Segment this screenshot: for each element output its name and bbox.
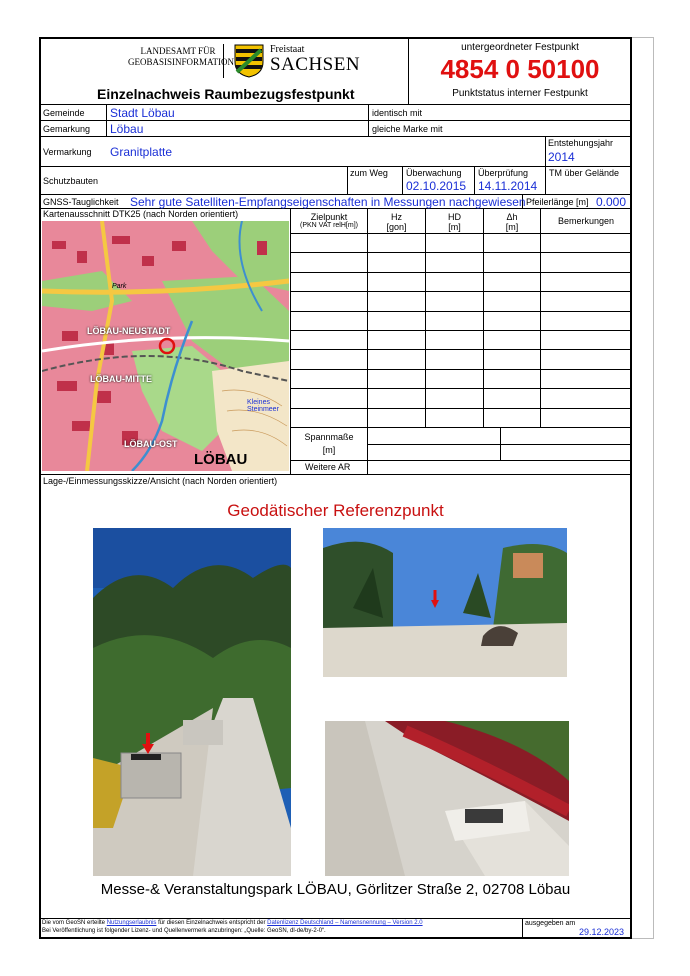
col-line bbox=[483, 208, 484, 427]
gemeinde-label: Gemeinde bbox=[43, 108, 85, 118]
zum-weg-label: zum Weg bbox=[350, 168, 388, 178]
table-row-line bbox=[290, 349, 632, 350]
table-row-line bbox=[290, 311, 632, 312]
entstehungsjahr-label: Entstehungsjahr bbox=[548, 138, 614, 148]
col-hz-unit: [gon] bbox=[386, 222, 407, 232]
table-row-line bbox=[290, 408, 632, 409]
issued-label: ausgegeben am bbox=[525, 920, 576, 927]
weitere-ar-label: Weitere AR bbox=[305, 462, 351, 472]
map-caption: Kartenausschnitt DTK25 (nach Norden orientiert) bbox=[43, 209, 239, 219]
col-line bbox=[425, 208, 426, 427]
row-line bbox=[39, 166, 632, 167]
footer-text: für diesen Einzelnachweis entspricht der bbox=[158, 920, 266, 926]
col-hd-unit: [m] bbox=[448, 222, 461, 232]
col-dh: Δh bbox=[506, 212, 518, 222]
col-hd: HD bbox=[448, 212, 461, 222]
spannmasse-unit: [m] bbox=[322, 445, 336, 455]
col-line bbox=[367, 427, 368, 474]
col-zielpunkt: Zielpunkt bbox=[310, 212, 348, 222]
location-address: Messe-& Veranstaltungspark LÖBAU, Görlitzer Straße 2, 02708 Löbau bbox=[100, 881, 571, 898]
ueberpruefung-label: Überprüfung bbox=[478, 168, 529, 178]
license-link-nutzungserlaubnis[interactable]: Nutzungserlaubnis bbox=[106, 920, 157, 926]
pfeiler-label: Pfeilerlänge [m] bbox=[526, 197, 589, 207]
col-line bbox=[545, 136, 546, 194]
identisch-label: identisch mit bbox=[372, 108, 423, 118]
table-row-line bbox=[290, 291, 632, 292]
footer-license-line2: Bei Veröffentlichung ist folgender Lizenz- und Quellenvermerk anzubringen: „Quelle: GeoSN, dl-de/by-2-0“. bbox=[42, 928, 326, 934]
footer-text: Die vom GeoSN erteilte bbox=[42, 920, 106, 926]
table-row-line bbox=[290, 369, 632, 370]
footer-license-line1 bbox=[42, 920, 423, 926]
col-line bbox=[540, 208, 541, 427]
photo-marker-path bbox=[93, 528, 291, 876]
tm-label: TM über Gelände bbox=[549, 168, 620, 178]
page-edge bbox=[632, 37, 654, 939]
map-label-ost: LÖBAU-OST bbox=[124, 439, 178, 449]
saxony-coat-of-arms-icon bbox=[234, 44, 264, 78]
gleiche-marke-label: gleiche Marke mit bbox=[372, 124, 443, 134]
map-label-loebau: LÖBAU bbox=[194, 451, 248, 468]
col-line bbox=[474, 166, 475, 194]
table-row-line bbox=[290, 272, 632, 273]
gnss-value: Sehr gute Satelliten-Empfangseigenschaften in Messungen nachgewiesen bbox=[130, 195, 526, 209]
header-bottom-line bbox=[39, 104, 632, 105]
photo-garden-overview bbox=[323, 528, 567, 677]
point-type: untergeordneter Festpunkt bbox=[461, 42, 579, 53]
row-line bbox=[290, 460, 632, 461]
sketch-title: Geodätischer Referenzpunkt bbox=[227, 501, 444, 520]
row-line bbox=[39, 136, 632, 137]
agency-line1: LANDESAMT FÜR bbox=[140, 46, 216, 56]
agency-line2: GEOBASISINFORMATION bbox=[128, 57, 235, 67]
issued-date: 29.12.2023 bbox=[579, 927, 625, 937]
gemeinde-value: Stadt Löbau bbox=[110, 106, 175, 120]
col-line bbox=[500, 427, 501, 460]
col-line bbox=[368, 104, 369, 136]
col-line bbox=[402, 166, 403, 194]
row-line bbox=[290, 427, 632, 428]
vermarkung-label: Vermarkung bbox=[43, 147, 92, 157]
topographic-map bbox=[42, 221, 289, 471]
vermarkung-value: Granitplatte bbox=[110, 145, 173, 159]
col-zielpunkt-sub: (PKN VAT relH[m]) bbox=[300, 222, 358, 229]
logo-separator bbox=[223, 44, 224, 78]
pfeiler-value: 0.000 bbox=[596, 195, 627, 209]
photo-marker-closeup bbox=[325, 721, 569, 876]
row-line bbox=[39, 474, 632, 475]
table-row-line bbox=[290, 233, 632, 234]
gemarkung-value: Löbau bbox=[110, 122, 144, 136]
point-number: 4854 0 50100 bbox=[440, 54, 600, 84]
ueberpruefung-value: 14.11.2014 bbox=[478, 179, 538, 193]
point-status: Punktstatus interner Festpunkt bbox=[452, 88, 588, 99]
col-hz: Hz bbox=[391, 212, 402, 222]
footer-divider bbox=[522, 918, 523, 939]
footer-line bbox=[39, 918, 632, 919]
map-label-neustadt: LÖBAU-NEUSTADT bbox=[87, 326, 171, 336]
map-label-park: Park bbox=[112, 283, 127, 290]
col-dh-unit: [m] bbox=[505, 222, 519, 232]
row-line bbox=[39, 120, 632, 121]
agency-name bbox=[128, 46, 235, 68]
col-line bbox=[106, 104, 107, 136]
col-line bbox=[347, 166, 348, 194]
sketch-caption: Lage-/Einmessungsskizze/Ansicht (nach Norden orientiert) bbox=[43, 476, 278, 486]
entstehungsjahr-value: 2014 bbox=[548, 150, 575, 164]
ueberwachung-value: 02.10.2015 bbox=[406, 179, 467, 193]
schutzbauten-label: Schutzbauten bbox=[43, 176, 99, 186]
col-bemerkungen: Bemerkungen bbox=[557, 216, 615, 226]
license-link-datenlizenz[interactable]: Datenlizenz Deutschland – Namensnennung – Version 2.0 bbox=[267, 920, 423, 926]
map-label-steinmeer: Kleines Steinmeer bbox=[247, 399, 279, 413]
spannmasse-label: Spannmaße bbox=[304, 432, 354, 442]
ueberwachung-label: Überwachung bbox=[406, 168, 462, 178]
state-name bbox=[270, 44, 360, 75]
col-line bbox=[367, 208, 368, 427]
gemarkung-label: Gemarkung bbox=[43, 124, 91, 134]
state-line1: Freistaat bbox=[270, 44, 305, 55]
table-row-line bbox=[290, 330, 632, 331]
state-line2: SACHSEN bbox=[270, 54, 361, 75]
table-row-line bbox=[290, 388, 632, 389]
document-title: Einzelnachweis Raumbezugsfestpunkt bbox=[97, 86, 355, 102]
table-row-line bbox=[290, 252, 632, 253]
map-label-mitte: LÖBAU-MITTE bbox=[90, 374, 152, 384]
gnss-label: GNSS-Tauglichkeit bbox=[43, 197, 119, 207]
